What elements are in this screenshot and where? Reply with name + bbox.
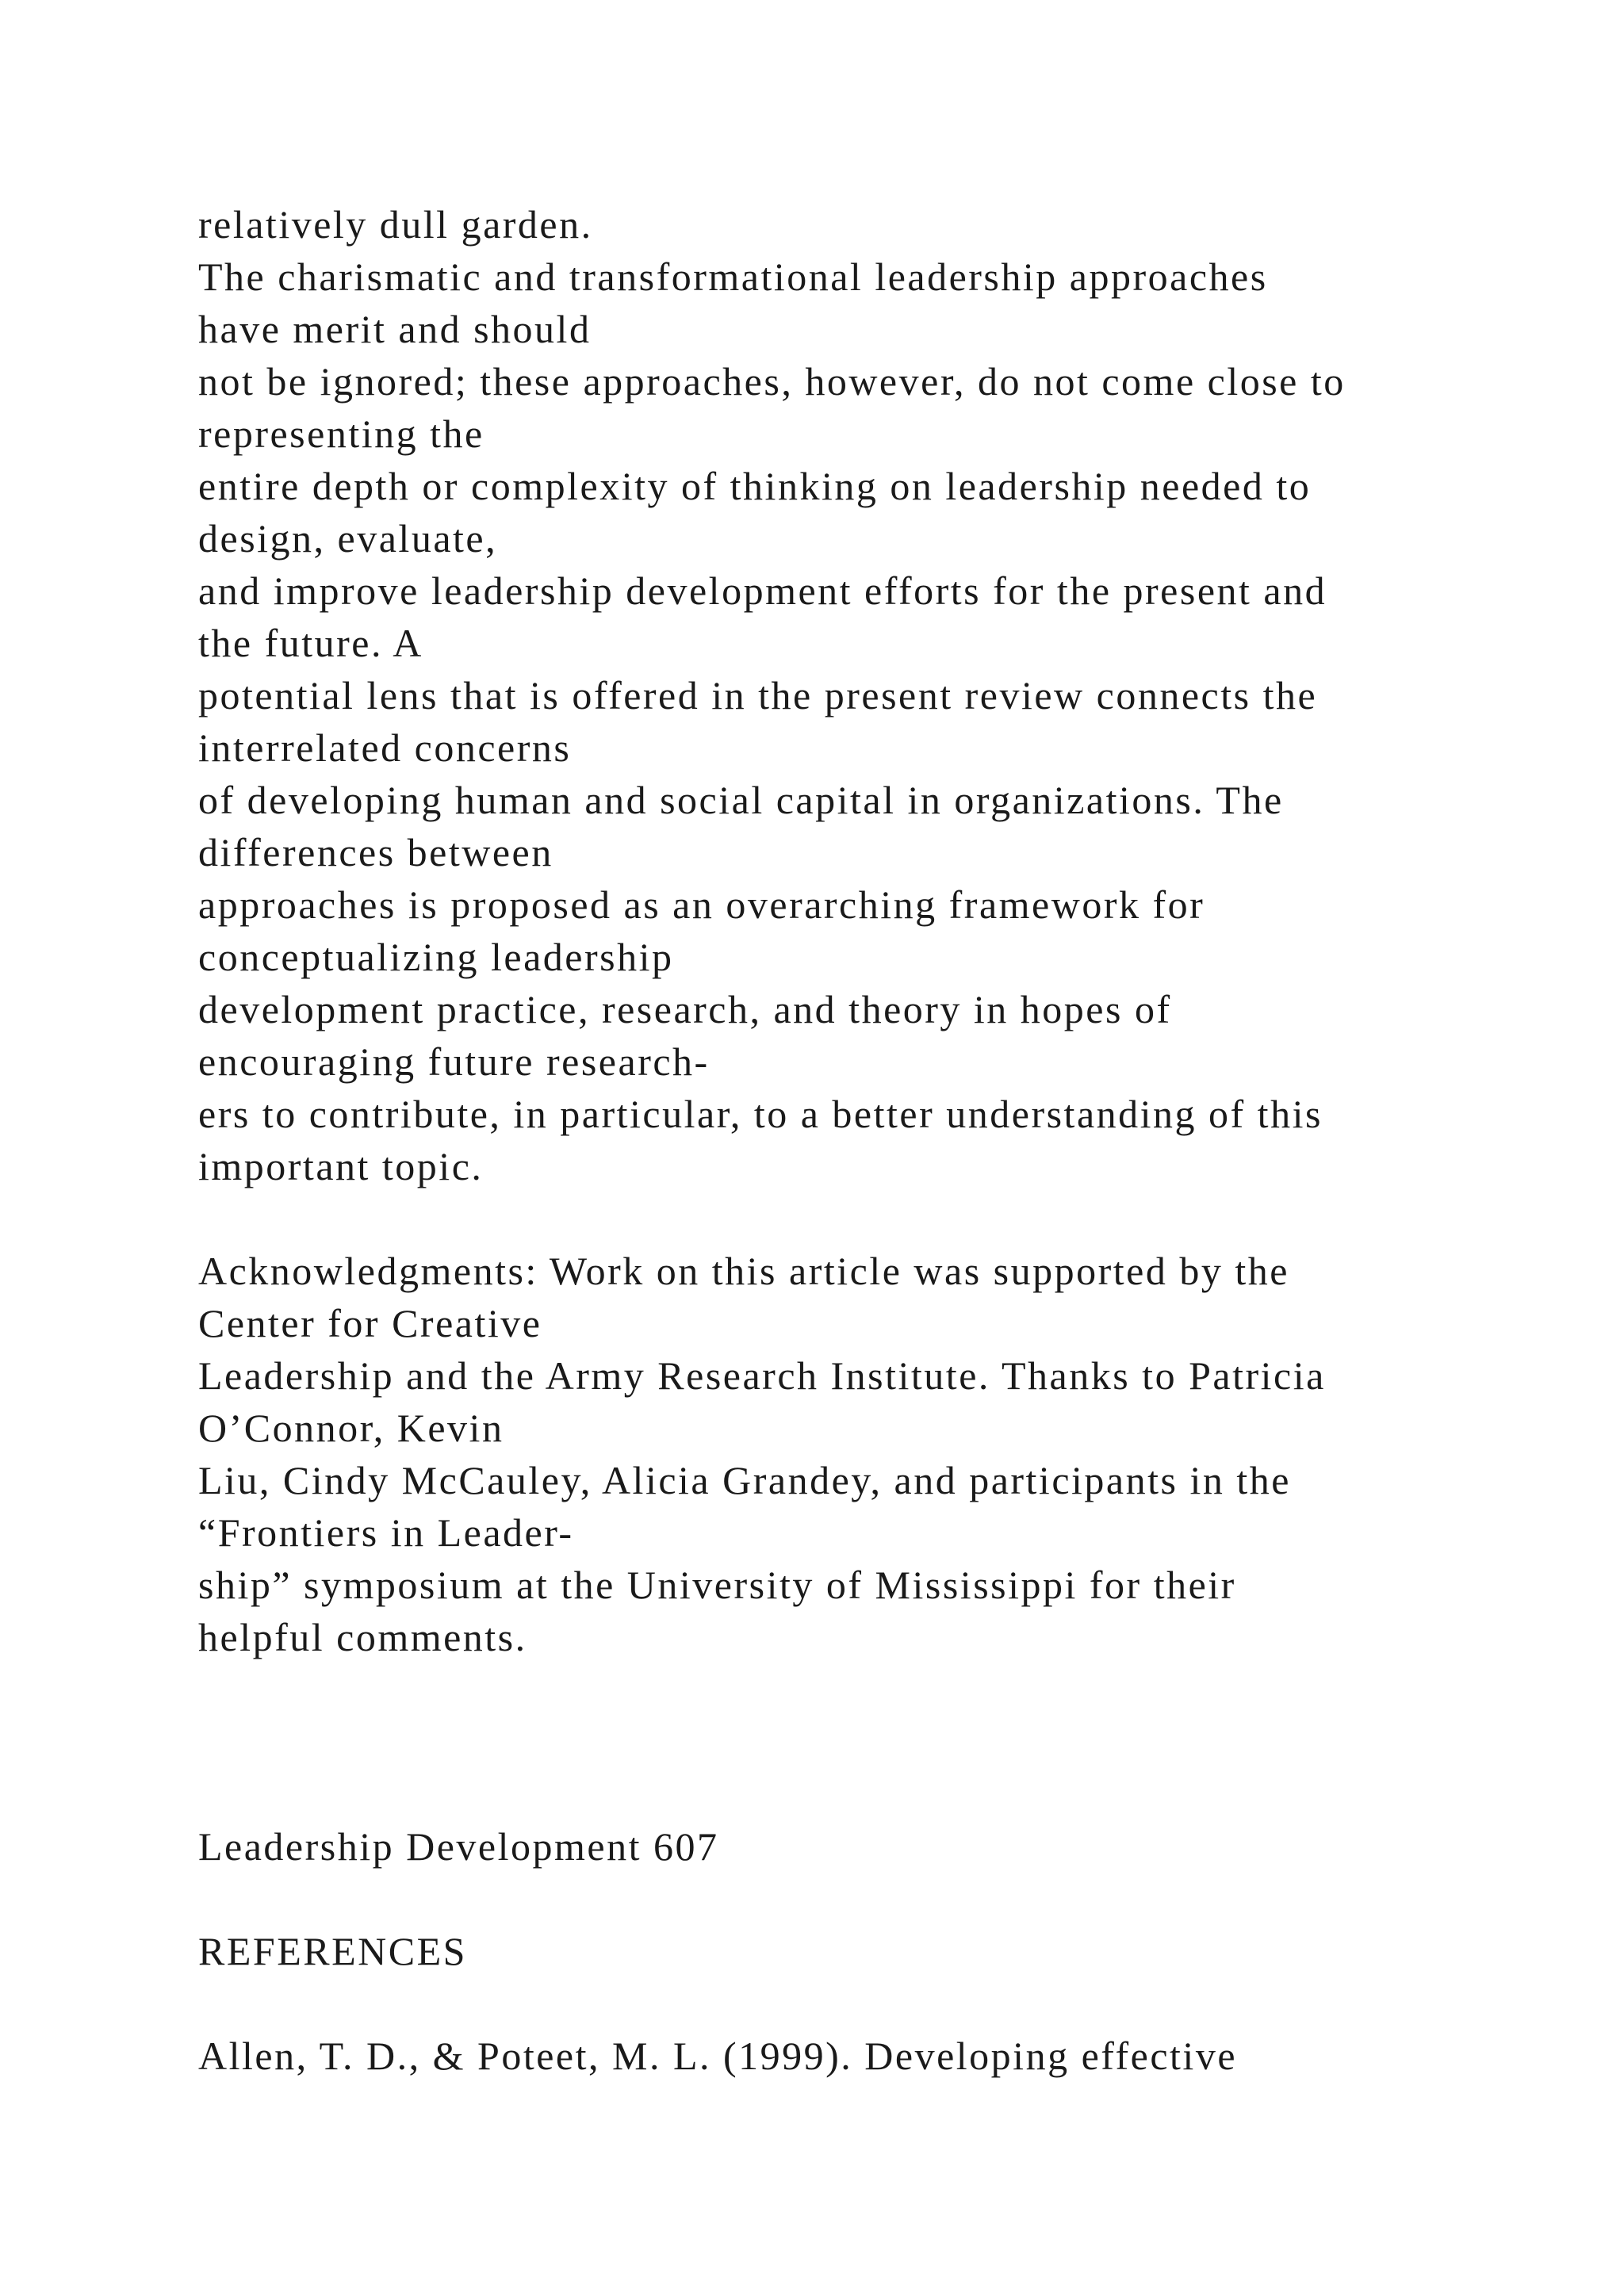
paragraph-spacer — [198, 1873, 1546, 1925]
text-line: approaches is proposed as an overarching framework for — [198, 882, 1205, 927]
text-line: encouraging future research- — [198, 1039, 710, 1084]
paragraph-spacer — [198, 1768, 1546, 1820]
text-line: Acknowledgments: Work on this article was supported by the — [198, 1249, 1289, 1293]
running-header: Leadership Development 607 — [198, 1824, 719, 1869]
text-line: helpful comments. — [198, 1615, 527, 1659]
text-line: relatively dull garden. — [198, 202, 593, 247]
text-line: differences between — [198, 830, 553, 874]
text-line: ers to contribute, in particular, to a better understanding of this — [198, 1092, 1323, 1136]
text-line: Center for Creative — [198, 1301, 542, 1345]
text-line: Liu, Cindy McCauley, Alicia Grandey, and participants in the — [198, 1458, 1291, 1502]
text-line: interrelated concerns — [198, 725, 572, 770]
text-line: and improve leadership development efforts for the present and — [198, 568, 1327, 613]
text-line: O’Connor, Kevin — [198, 1406, 504, 1450]
text-line: of developing human and social capital in organizations. The — [198, 778, 1284, 822]
text-line: design, evaluate, — [198, 516, 498, 561]
text-line: entire depth or complexity of thinking on leadership needed to — [198, 464, 1312, 508]
text-line: not be ignored; these approaches, however, do not come close to — [198, 359, 1346, 404]
paragraph-spacer — [198, 1977, 1546, 2030]
paragraph-spacer — [198, 1716, 1546, 1768]
paragraph-spacer — [198, 1192, 1546, 1245]
text-line: development practice, research, and theory in hopes of — [198, 987, 1172, 1031]
references-heading: REFERENCES — [198, 1929, 467, 1973]
text-line: ship” symposium at the University of Mississippi for their — [198, 1563, 1236, 1607]
paragraph-spacer — [198, 1663, 1546, 1716]
text-line: “Frontiers in Leader- — [198, 1510, 574, 1555]
body-paragraph — [198, 198, 1546, 1192]
text-line: the future. A — [198, 621, 423, 665]
reference-entry: Allen, T. D., & Poteet, M. L. (1999). Developing effective — [198, 2034, 1238, 2078]
acknowledgments-paragraph — [198, 1245, 1546, 1663]
text-line: Leadership and the Army Research Institute. Thanks to Patricia — [198, 1353, 1326, 1398]
text-line: have merit and should — [198, 307, 592, 351]
text-line: The charismatic and transformational leadership approaches — [198, 254, 1268, 299]
text-line: conceptualizing leadership — [198, 935, 674, 979]
text-line: important topic. — [198, 1144, 484, 1188]
text-line: potential lens that is offered in the present review connects the — [198, 673, 1318, 718]
document-text — [198, 198, 1546, 2082]
text-line: representing the — [198, 411, 485, 456]
